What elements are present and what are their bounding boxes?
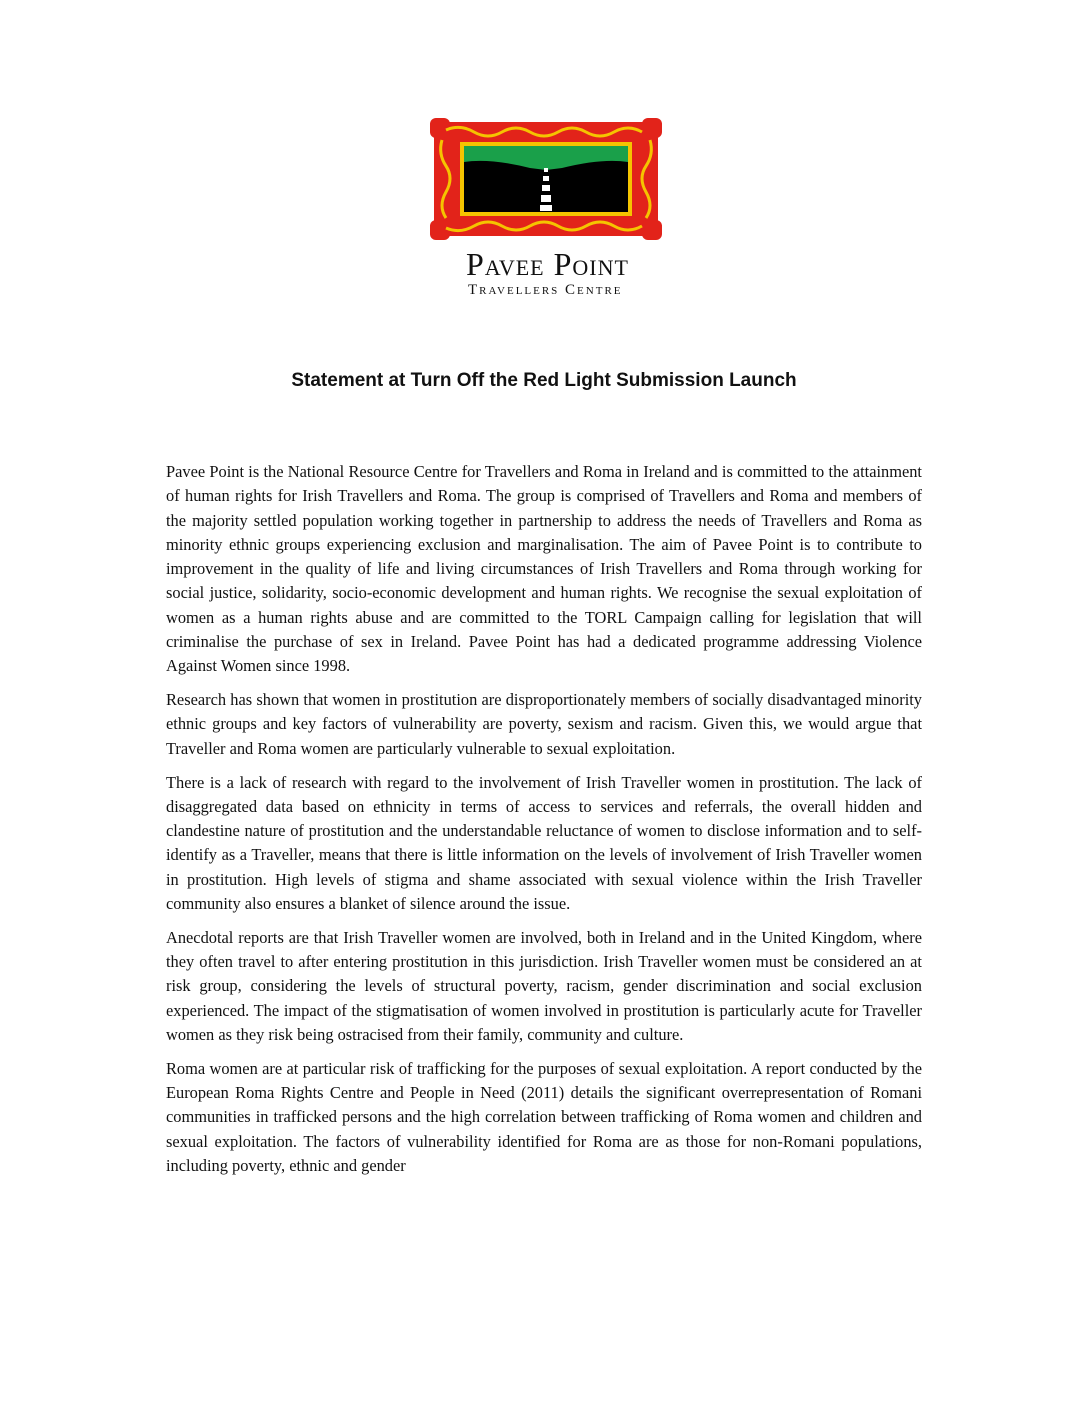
document-title: Statement at Turn Off the Red Light Submission Launch xyxy=(291,370,797,391)
paragraph: Research has shown that women in prostitution are disproportionately members of socially disadvantaged minority ethnic groups and key factors of vulnerability are poverty, sexism and racism. Given this, we would argue that Traveller and Roma women are particularly vulnerable to sexual exploitation. xyxy=(166,690,922,758)
paragraph: Pavee Point is the National Resource Centre for Travellers and Roma in Ireland and is committed to the attainment of human rights for Irish Travellers and Roma. The group is comprised of Travellers and Roma and members of the majority settled population working together in partnership to address the needs of Travellers and Roma as minority ethnic groups experiencing exclusion and marginalisation. The aim of Pavee Point is to contribute to improvement in the quality of life and living circumstances of Irish Travellers and Roma through working for social justice, solidarity, socio-economic development and human rights. We recognise the sexual exploitation of women as a human rights abuse and are committed to the TORL Campaign calling for legislation that will criminalise the purchase of sex in Ireland. Pavee Point has had a dedicated programme addressing Violence Against Women since 1998. xyxy=(166,462,922,676)
logo-name: Pavee Point xyxy=(466,246,629,282)
paragraph: Roma women are at particular risk of trafficking for the purposes of sexual exploitation. A report conducted by the European Roma Rights Centre and People in Need (2011) details the significant overrepresentation of Romani communities in trafficked persons and the high correlation between trafficking of Roma women and children and sexual exploitation. The factors of vulnerability identified for Roma are as those for non-Romani populations, including poverty, ethnic and gender xyxy=(166,1058,922,1176)
logo-subtitle: Travellers Centre xyxy=(468,282,623,298)
paragraph: Anecdotal reports are that Irish Traveller women are involved, both in Ireland and in the United Kingdom, where they often travel to after entering prostitution in this jurisdiction. Irish Traveller women must be considered an at risk group, considering the levels of structural poverty, racism, gender discrimination and social exclusion experienced. The impact of the stigmatisation of women involved in prostitution is particularly acute for Traveller women as they risk being ostracised from their family, community and culture. xyxy=(166,927,922,1045)
paragraph: There is a lack of research with regard to the involvement of Irish Traveller women in prostitution. The lack of disaggregated data based on ethnicity in terms of access to services and referrals, the overall hidden and clandestine nature of prostitution and the understandable reluctance of women to disclose information and to self-identify as a Traveller, means that there is little information on the levels of involvement of Irish Traveller women in prostitution. High levels of stigma and shame associated with sexual violence within the Irish Traveller community also ensures a blanket of silence around the issue. xyxy=(166,772,922,914)
document-body xyxy=(166,460,922,1188)
logo-emblem xyxy=(430,118,662,240)
pavee-point-logo xyxy=(430,118,662,308)
